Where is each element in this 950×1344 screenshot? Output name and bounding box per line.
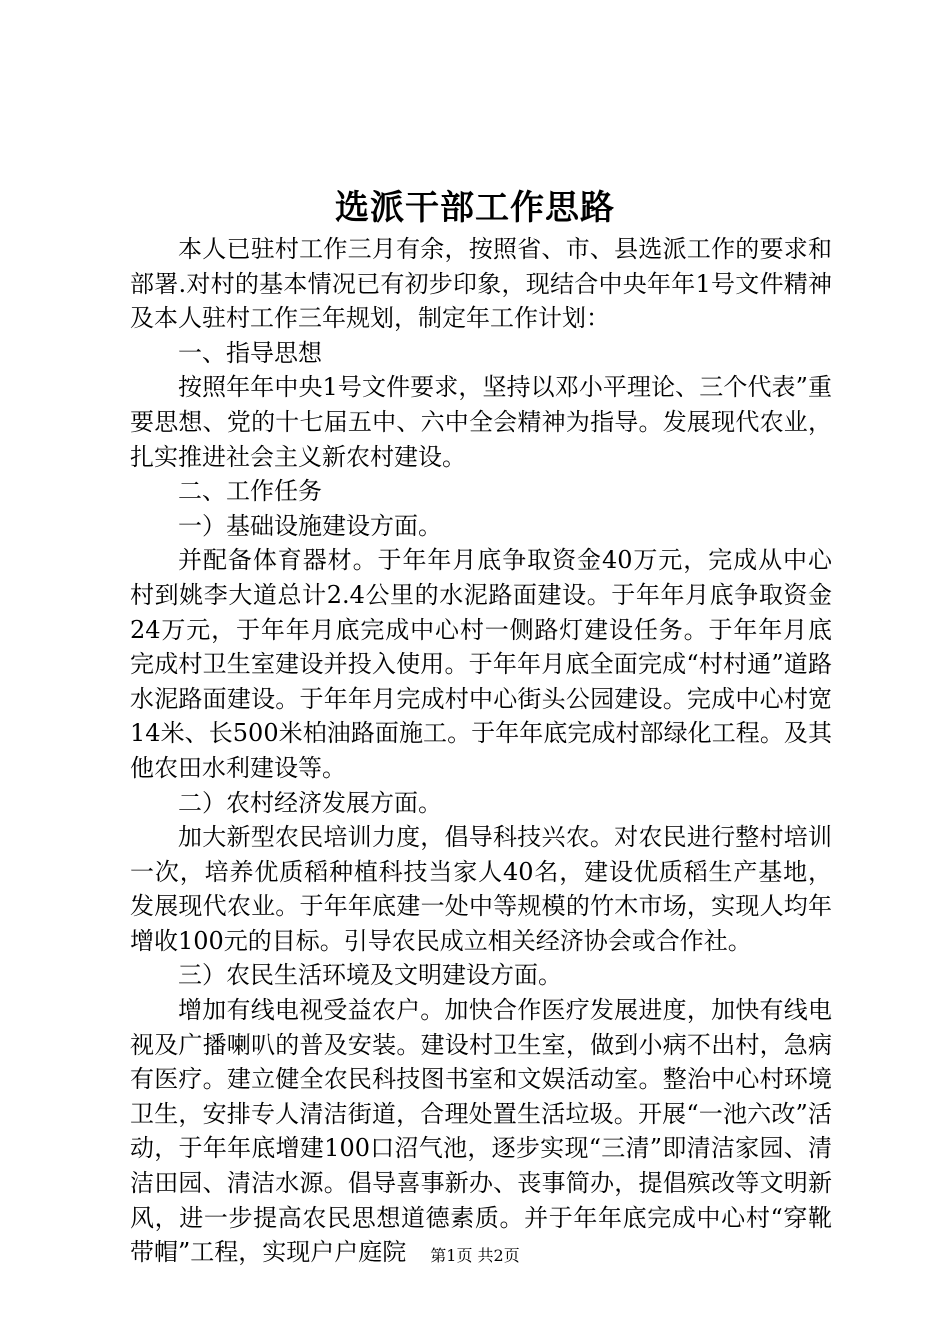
document-title: 选派干部工作思路 (335, 188, 615, 228)
paragraph-intro: 本人已驻村工作三月有余，按照省、市、县选派工作的要求和部署.对村的基本情况已有初步印象，现结合中央年年1号文件精神及本人驻村工作三年规划，制定年工作计划： (130, 235, 832, 333)
subheading-infrastructure: 一）基础设施建设方面。 (178, 511, 442, 540)
paragraph-living-environment: 增加有线电视受益农户。加快合作医疗发展进度，加快有线电视及广播喇叭的普及安装。建设村卫生室，做到小病不出村，急病有医疗。建立健全农民科技图书室和文娱活动室。整治中心村环境卫生，安排专人清洁街道，合理处置生活垃圾。开展“一池六改”活动，于年年底增建100口沼气池，逐步实现“三清”即清洁家园、清洁田园、清洁水源。倡导喜事新办、丧事简办，提倡殡改等文明新风，进一步提高农民思想道德素质。并于年年底完成中心村“穿靴带帽”工程，实现户户庭院 (130, 996, 832, 1267)
document-body (130, 232, 832, 1270)
heading-guiding-ideology: 一、指导思想 (178, 338, 322, 367)
subheading-rural-economy: 二）农村经济发展方面。 (178, 788, 442, 817)
page-number-footer: 第1页 共2页 (430, 1246, 520, 1265)
subheading-living-environment: 三）农民生活环境及文明建设方面。 (178, 961, 562, 990)
paragraph-rural-economy: 加大新型农民培训力度，倡导科技兴农。对农民进行整村培训一次，培养优质稻种植科技当家人40名，建设优质稻生产基地，发展现代农业。于年年底建一处中等规模的竹木市场，实现人均年增收100元的目标。引导农民成立相关经济协会或合作社。 (130, 823, 832, 955)
paragraph-guiding-ideology: 按照年年中央1号文件要求，坚持以邓小平理论、三个代表”重要思想、党的十七届五中、六中全会精神为指导。发展现代农业，扎实推进社会主义新农村建设。 (130, 373, 832, 471)
heading-work-tasks: 二、工作任务 (178, 477, 322, 506)
paragraph-infrastructure: 并配备体育器材。于年年月底争取资金40万元，完成从中心村到姚李大道总计2.4公里的水泥路面建设。于年年月底争取资金24万元，于年年月底完成中心村一侧路灯建设任务。于年年月底完成村卫生室建设并投入使用。于年年月底全面完成“村村通”道路水泥路面建设。于年年月完成村中心街头公园建设。完成中心村宽14米、长500米柏油路面施工。于年年底完成村部绿化工程。及其他农田水利建设等。 (130, 546, 832, 782)
